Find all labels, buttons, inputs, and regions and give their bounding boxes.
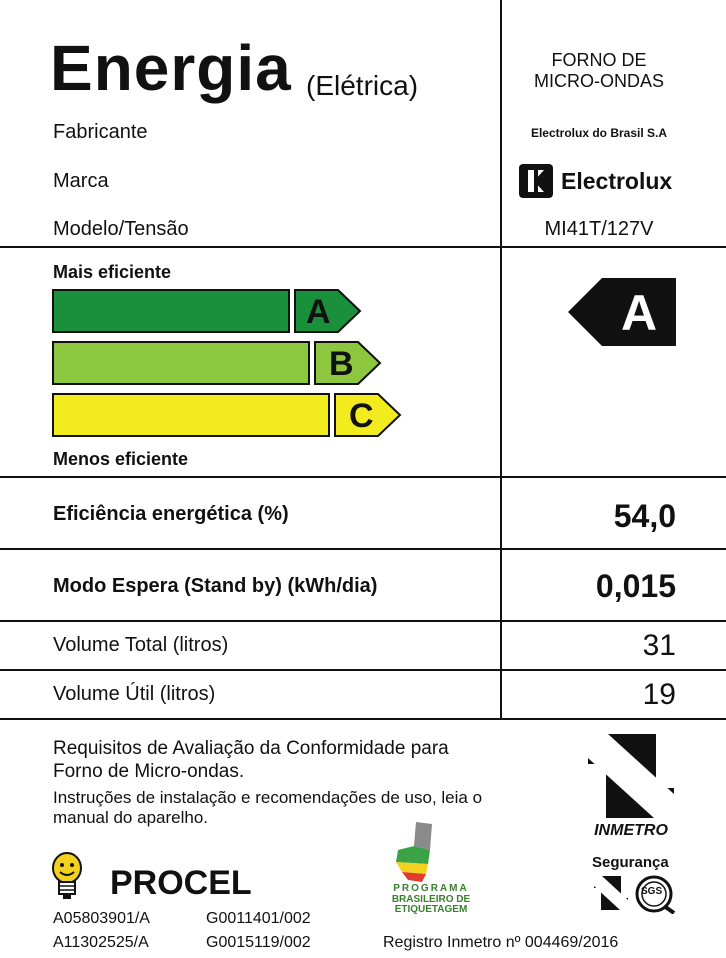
rating-arrow-b-letter: B xyxy=(329,345,354,383)
rating-bar-a xyxy=(52,289,290,333)
pbe-line3: ETIQUETAGEM xyxy=(394,904,468,915)
pbe-line2: BRASILEIRO DE xyxy=(391,893,471,905)
volume-util-value: 19 xyxy=(642,678,676,711)
inmetro-logo-icon xyxy=(588,734,674,818)
column-divider-top xyxy=(500,0,502,718)
procel-bulb-icon xyxy=(50,852,84,900)
inmetro-label: INMETRO xyxy=(594,822,668,839)
instructions-line1: Instruções de instalação e recomendações de uso, leia o xyxy=(53,788,483,807)
code-2: A11302525/A xyxy=(53,934,149,951)
less-efficient-label: Menos eficiente xyxy=(53,449,189,469)
electrolux-logo-icon xyxy=(519,164,553,198)
requirements-text xyxy=(53,738,573,784)
label-title: Energia xyxy=(50,32,292,104)
rating-bar-c xyxy=(52,393,330,437)
divider-rating xyxy=(0,476,726,478)
more-efficient-label: Mais eficiente xyxy=(53,262,172,282)
brand-name: Electrolux xyxy=(561,167,673,194)
label-subtitle: (Elétrica) xyxy=(306,70,419,101)
pbe-line1: PROGRAMA xyxy=(393,883,469,894)
code-3: G0011401/002 xyxy=(206,910,311,927)
requirements-line2: Forno de Micro-ondas. xyxy=(53,760,245,782)
efficiency-label: Eficiência energética (%) xyxy=(53,503,289,525)
rating-arrow-a-letter: A xyxy=(306,293,331,331)
divider-header xyxy=(0,246,726,248)
seguranca-label: Segurança xyxy=(592,854,669,871)
product-type-line2: MICRO-ONDAS xyxy=(534,70,664,91)
current-class-letter: A xyxy=(620,285,658,341)
brand-logo xyxy=(519,164,672,198)
rating-bar-b xyxy=(52,341,310,385)
marca-label: Marca xyxy=(53,170,109,192)
instructions-text xyxy=(53,788,583,829)
standby-label: Modo Espera (Stand by) (kWh/dia) xyxy=(53,575,378,597)
pbe-text xyxy=(376,884,486,916)
volume-total-label: Volume Total (litros) xyxy=(53,634,229,656)
pbe-logo-icon xyxy=(394,822,450,882)
requirements-line1: Requisitos de Avaliação da Conformidade para xyxy=(53,738,449,759)
volume-util-label: Volume Útil (litros) xyxy=(53,683,216,705)
product-type xyxy=(502,50,696,91)
registro-inmetro: Registro Inmetro nº 004469/2016 xyxy=(383,934,619,951)
code-1: A05803901/A xyxy=(53,910,150,927)
fabricante-label: Fabricante xyxy=(53,121,148,143)
procel-label: PROCEL xyxy=(110,864,252,902)
divider-standby xyxy=(0,620,726,622)
instructions-line2: manual do aparelho. xyxy=(53,808,209,828)
modelo-value: MI41T/127V xyxy=(544,218,654,240)
seguranca-inmetro-icon xyxy=(594,876,628,910)
sgs-label: SGS xyxy=(641,886,663,897)
volume-total-value: 31 xyxy=(642,629,676,662)
rating-arrow-c-letter: C xyxy=(349,397,374,435)
modelo-label: Modelo/Tensão xyxy=(53,218,189,240)
divider-efficiency xyxy=(0,548,726,550)
fabricante-value: Electrolux do Brasil S.A xyxy=(530,126,668,140)
code-4: G0015119/002 xyxy=(206,934,311,951)
standby-value: 0,015 xyxy=(595,568,676,604)
divider-volume-total xyxy=(0,669,726,671)
product-type-line1: FORNO DE xyxy=(551,50,647,70)
efficiency-value: 54,0 xyxy=(613,498,676,534)
divider-volume-util xyxy=(0,718,726,720)
